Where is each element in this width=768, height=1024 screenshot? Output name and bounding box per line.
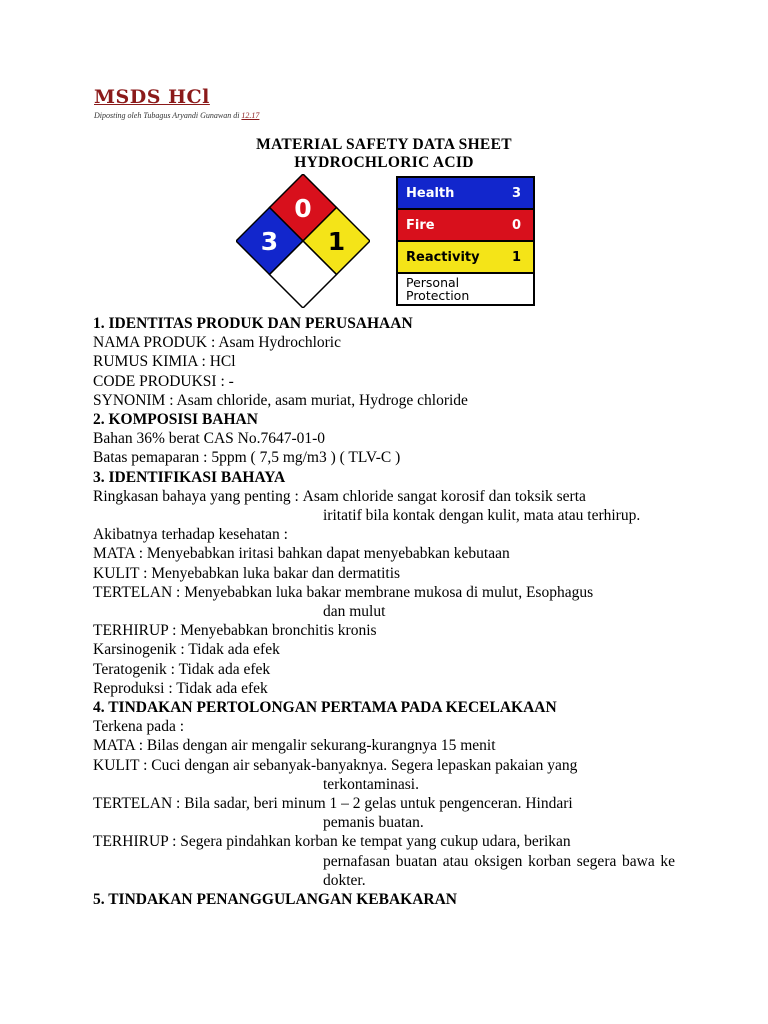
- product-code: CODE PRODUKSI : -: [93, 372, 234, 390]
- firstaid-skin-continuation: terkontaminasi.: [323, 775, 419, 793]
- section-heading: 5. TINDAKAN PENANGGULANGAN KEBAKARAN: [93, 891, 457, 909]
- hazard-summary: [93, 487, 675, 506]
- hazard-summary-continuation: iritatif bila kontak dengan kulit, mata atau terhirup.: [323, 507, 641, 525]
- firstaid-inhalation-label: TERHIRUP :: [93, 833, 177, 851]
- product-name: NAMA PRODUK : Asam Hydrochloric: [93, 334, 341, 352]
- health-effects-label: Akibatnya terhadap kesehatan :: [93, 526, 288, 544]
- hazard-value: 3: [511, 185, 521, 201]
- hazard-row-reactivity: [398, 242, 533, 274]
- nfpa-reactivity-value: 1: [327, 227, 346, 256]
- firstaid-skin: [93, 756, 675, 775]
- post-time-link[interactable]: 12.17: [241, 111, 260, 120]
- hazard-row-personal-protection: [398, 274, 533, 304]
- effect-inhalation: TERHIRUP : Menyebabkan bronchitis kronis: [93, 622, 377, 640]
- byline-author-text: Diposting oleh Tubagus Aryandi Gunawan di: [94, 111, 240, 120]
- effect-teratogenic: Teratogenik : Tidak ada efek: [93, 660, 271, 678]
- hazard-label: Reactivity: [406, 249, 480, 265]
- section-heading: 3. IDENTIFIKASI BAHAYA: [93, 468, 286, 486]
- exposure-to-label: Terkena pada :: [93, 718, 185, 736]
- post-byline: [94, 111, 259, 120]
- effect-skin: KULIT : Menyebabkan luka bakar dan dermatitis: [93, 564, 401, 582]
- effect-reproductive: Reproduksi : Tidak ada efek: [93, 679, 268, 697]
- firstaid-skin-label: KULIT :: [93, 756, 148, 774]
- blog-post-title[interactable]: MSDS HCl: [94, 86, 210, 108]
- hazard-summary-text: Asam chloride sangat korosif dan toksik serta: [302, 487, 586, 505]
- protection-label-line2: Protection: [406, 288, 470, 303]
- firstaid-ingestion-label: TERTELAN :: [93, 795, 181, 813]
- nfpa-health-value: 3: [260, 227, 279, 256]
- nfpa-fire-value: 0: [294, 194, 312, 223]
- effect-ingestion: [93, 583, 675, 602]
- synonym: SYNONIM : Asam chloride, asam muriat, Hydroge chloride: [93, 391, 468, 409]
- firstaid-ingestion: [93, 794, 675, 813]
- firstaid-ingestion-first-line: [180, 794, 675, 813]
- msds-body: [93, 314, 675, 909]
- hazard-rating-table: [396, 176, 535, 306]
- hazard-label: Fire: [406, 217, 435, 233]
- firstaid-inhalation-text: Segera pindahkan korban ke tempat yang cukup udara, berikan: [180, 833, 571, 851]
- hazard-label: Health: [406, 185, 455, 201]
- exposure-limit: Batas pemaparan : 5ppm ( 7,5 mg/m3 ) ( TLV-C ): [93, 449, 401, 467]
- hazard-row-fire: [398, 210, 533, 242]
- section-heading: 4. TINDAKAN PERTOLONGAN PERTAMA PADA KECELAKAAN: [93, 699, 557, 717]
- hazard-summary-first-line: [299, 487, 675, 506]
- firstaid-skin-first-line: [147, 756, 675, 775]
- effect-ingestion-continuation: dan mulut: [323, 603, 386, 621]
- hazard-value: 1: [511, 249, 521, 265]
- firstaid-inhalation: [93, 832, 675, 851]
- chemical-formula: RUMUS KIMIA : HCl: [93, 353, 236, 371]
- section-heading: 1. IDENTITAS PRODUK DAN PERUSAHAAN: [93, 315, 413, 332]
- firstaid-inhalation-continuation: pernafasan buatan atau oksigen korban segera bawa ke dokter.: [323, 852, 675, 889]
- document-title: MATERIAL SAFETY DATA SHEET: [256, 136, 512, 153]
- hazard-summary-label: Ringkasan bahaya yang penting :: [93, 487, 299, 505]
- hazard-value: 0: [511, 217, 521, 233]
- nfpa-diamond-icon: [236, 174, 370, 308]
- effect-ingestion-label: TERTELAN :: [93, 583, 181, 601]
- document-subtitle: HYDROCHLORIC ACID: [294, 154, 474, 171]
- protection-label-line1: Personal: [406, 275, 460, 290]
- effect-ingestion-first-line: [180, 583, 675, 602]
- effect-carcinogenic: Karsinogenik : Tidak ada efek: [93, 641, 280, 659]
- firstaid-ingestion-text: Bila sadar, beri minum 1 – 2 gelas untuk pengenceran. Hindari: [184, 795, 573, 813]
- section-heading: 2. KOMPOSISI BAHAN: [93, 411, 258, 429]
- firstaid-inhalation-first-line: [176, 832, 675, 851]
- firstaid-skin-text: Cuci dengan air sebanyak-banyaknya. Segera lepaskan pakaian yang: [151, 756, 578, 774]
- hazard-row-health: [398, 178, 533, 210]
- firstaid-eyes: MATA : Bilas dengan air mengalir sekurang-kurangnya 15 menit: [93, 737, 496, 755]
- firstaid-ingestion-continuation: pemanis buatan.: [323, 814, 424, 832]
- effect-eyes: MATA : Menyebabkan iritasi bahkan dapat menyebabkan kebutaan: [93, 545, 510, 563]
- composition: Bahan 36% berat CAS No.7647-01-0: [93, 430, 326, 448]
- effect-ingestion-text: Menyebabkan luka bakar membrane mukosa di mulut, Esophagus: [184, 583, 594, 601]
